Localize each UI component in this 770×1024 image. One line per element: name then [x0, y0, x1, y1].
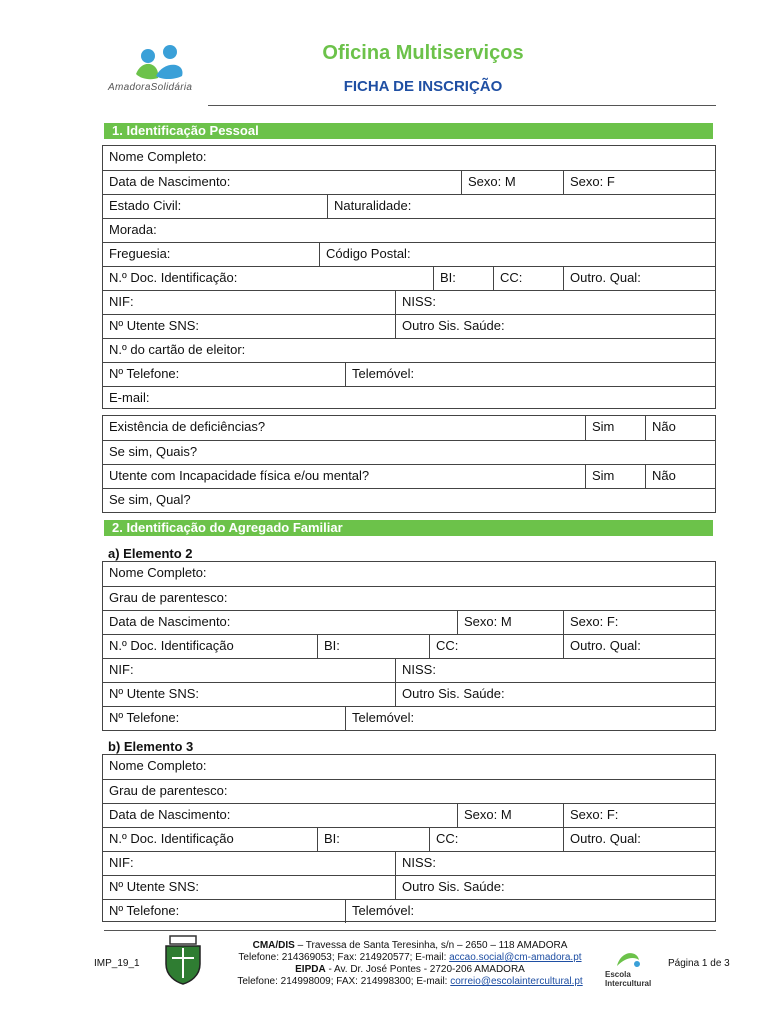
table-row	[103, 242, 715, 266]
table-row	[103, 562, 715, 586]
field-phone[interactable]: Nº Telefone:	[109, 710, 180, 725]
option-yes[interactable]: Sim	[585, 416, 645, 440]
field-parish[interactable]: Freguesia:	[109, 246, 171, 261]
field-incapacity-question: Utente com Incapacidade física e/ou mental?	[109, 468, 370, 483]
field-niss[interactable]: NISS:	[395, 291, 715, 314]
field-birth-date[interactable]: Data de Nascimento:	[109, 614, 231, 629]
field-full-name[interactable]: Nome Completo:	[109, 149, 207, 164]
field-other-health-system[interactable]: Outro Sis. Saúde:	[395, 315, 715, 338]
field-phone[interactable]: Nº Telefone:	[109, 366, 180, 381]
field-mobile[interactable]: Telemóvel:	[345, 707, 715, 730]
element-2-heading: a) Elemento 2	[108, 546, 193, 561]
field-bi[interactable]: BI:	[317, 635, 429, 658]
personal-data-table	[102, 145, 716, 409]
table-row	[103, 488, 715, 512]
table-row	[103, 658, 715, 682]
section-household: 2. Identificação do Agregado Familiar	[104, 520, 713, 536]
field-sex-f[interactable]: Sexo: F:	[563, 804, 715, 827]
page-subtitle: FICHA DE INSCRIÇÃO	[343, 78, 503, 95]
field-address[interactable]: Morada:	[109, 222, 157, 237]
field-niss[interactable]: NISS:	[395, 659, 715, 682]
document-code: IMP_19_1	[94, 958, 140, 969]
table-row	[103, 314, 715, 338]
field-sns-number[interactable]: Nº Utente SNS:	[109, 879, 200, 894]
table-row	[103, 634, 715, 658]
section-personal-identification: 1. Identificação Pessoal	[104, 123, 713, 139]
header-divider	[208, 105, 716, 106]
school-name-line-2: Intercultural	[605, 979, 652, 988]
page-number: Página 1 de 3	[668, 958, 730, 969]
option-no[interactable]: Não	[645, 416, 715, 440]
field-sex-m[interactable]: Sexo: M	[461, 171, 563, 194]
field-other-health-system[interactable]: Outro Sis. Saúde:	[395, 876, 715, 899]
field-marital-status[interactable]: Estado Civil:	[109, 198, 182, 213]
field-relationship[interactable]: Grau de parentesco:	[109, 590, 228, 605]
field-cc[interactable]: CC:	[429, 828, 563, 851]
table-row	[103, 779, 715, 803]
footer-cma-email-link[interactable]: accao.social@cm-amadora.pt	[449, 952, 582, 963]
field-birth-date[interactable]: Data de Nascimento:	[109, 807, 231, 822]
table-row	[103, 146, 715, 170]
field-other-health-system[interactable]: Outro Sis. Saúde:	[395, 683, 715, 706]
field-which-disabilities[interactable]: Se sim, Quais?	[109, 444, 198, 459]
amadora-crest-icon	[160, 934, 206, 986]
table-row	[103, 755, 715, 779]
footer-cma-phones: Telefone: 214369053; Fax: 214920577; E-mail:	[238, 952, 450, 963]
field-bi[interactable]: BI:	[317, 828, 429, 851]
household-element-3-table	[102, 754, 716, 922]
field-mobile[interactable]: Telemóvel:	[345, 363, 715, 386]
table-row	[103, 218, 715, 242]
disability-table	[102, 415, 716, 513]
element-3-heading: b) Elemento 3	[108, 739, 194, 754]
field-sex-m[interactable]: Sexo: M	[457, 611, 563, 634]
field-sex-f[interactable]: Sexo: F:	[563, 611, 715, 634]
field-voter-card[interactable]: N.º do cartão de eleitor:	[109, 342, 246, 357]
field-mobile[interactable]: Telemóvel:	[345, 900, 715, 923]
field-email[interactable]: E-mail:	[109, 390, 150, 405]
table-row	[103, 827, 715, 851]
field-birthplace[interactable]: Naturalidade:	[327, 195, 715, 218]
table-row	[103, 586, 715, 610]
field-relationship[interactable]: Grau de parentesco:	[109, 783, 228, 798]
footer-contacts	[215, 940, 605, 988]
footer-eipda-phones: Telefone: 214998009; FAX: 214998300; E-mail:	[237, 976, 451, 987]
field-other-doc[interactable]: Outro. Qual:	[563, 267, 715, 290]
page-title: Oficina Multiserviços	[322, 42, 524, 64]
field-birth-date[interactable]: Data de Nascimento:	[109, 174, 231, 189]
table-row	[103, 875, 715, 899]
option-yes[interactable]: Sim	[585, 465, 645, 488]
table-row	[103, 464, 715, 488]
school-name	[605, 970, 651, 988]
logo-text: AmadoraSolidária	[108, 82, 193, 93]
table-row	[103, 386, 715, 410]
field-sex-m[interactable]: Sexo: M	[457, 804, 563, 827]
field-which-incapacity[interactable]: Se sim, Qual?	[109, 492, 191, 507]
field-id-doc[interactable]: N.º Doc. Identificação	[109, 638, 234, 653]
footer-divider	[104, 930, 716, 931]
footer-org-cma: CMA/DIS	[252, 940, 295, 951]
table-row	[103, 266, 715, 290]
table-row	[103, 362, 715, 386]
option-no[interactable]: Não	[645, 465, 715, 488]
field-phone[interactable]: Nº Telefone:	[109, 903, 180, 918]
table-row	[103, 610, 715, 634]
field-sex-f[interactable]: Sexo: F	[563, 171, 715, 194]
field-cc[interactable]: CC:	[429, 635, 563, 658]
field-id-doc[interactable]: N.º Doc. Identificação	[109, 831, 234, 846]
table-row	[103, 803, 715, 827]
footer-org-eipda: EIPDA	[295, 964, 326, 975]
footer-cma-address: – Travessa de Santa Teresinha, s/n – 2650 – 118 AMADORA	[294, 940, 568, 951]
field-nif[interactable]: NIF:	[109, 662, 134, 677]
field-full-name[interactable]: Nome Completo:	[109, 565, 207, 580]
footer-eipda-email-link[interactable]: correio@escolaintercultural.pt	[450, 976, 583, 987]
field-sns-number[interactable]: Nº Utente SNS:	[109, 686, 200, 701]
field-niss[interactable]: NISS:	[395, 852, 715, 875]
table-row	[103, 416, 715, 440]
field-cc[interactable]: CC:	[493, 267, 563, 290]
field-id-doc[interactable]: N.º Doc. Identificação:	[109, 270, 238, 285]
table-row	[103, 899, 715, 923]
field-bi[interactable]: BI:	[433, 267, 493, 290]
field-full-name[interactable]: Nome Completo:	[109, 758, 207, 773]
school-name-line-1: Escola	[605, 970, 631, 979]
table-row	[103, 194, 715, 218]
table-row	[103, 682, 715, 706]
field-sns-number[interactable]: Nº Utente SNS:	[109, 318, 200, 333]
field-disabilities-question: Existência de deficiências?	[109, 419, 266, 434]
table-row	[103, 851, 715, 875]
field-nif[interactable]: NIF:	[109, 855, 134, 870]
footer-eipda-address: - Av. Dr. José Pontes - 2720-206 AMADORA	[325, 964, 525, 975]
table-row	[103, 338, 715, 362]
table-row	[103, 290, 715, 314]
field-postal-code[interactable]: Código Postal:	[319, 243, 715, 266]
table-row	[103, 170, 715, 194]
field-nif[interactable]: NIF:	[109, 294, 134, 309]
field-other-doc[interactable]: Outro. Qual:	[563, 828, 715, 851]
table-row	[103, 706, 715, 730]
table-row	[103, 440, 715, 464]
field-other-doc[interactable]: Outro. Qual:	[563, 635, 715, 658]
household-element-2-table	[102, 561, 716, 731]
